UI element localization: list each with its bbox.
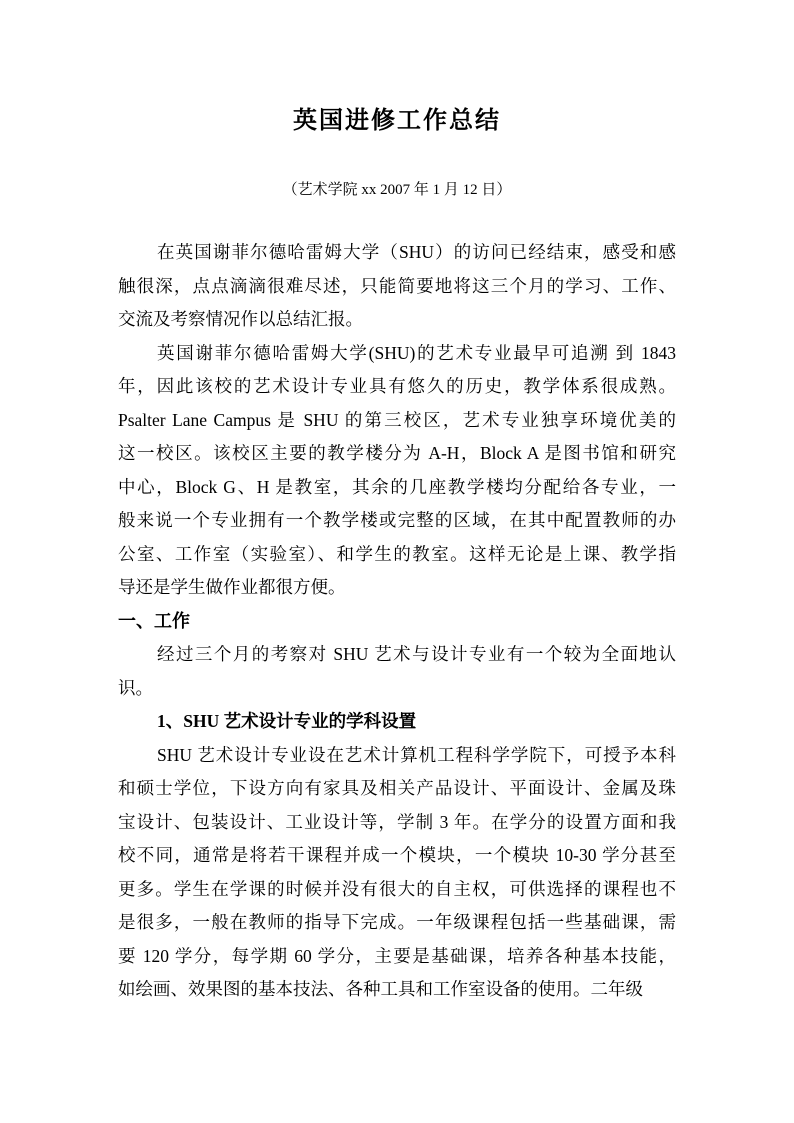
text-line: 如绘画、效果图的基本技法、各种工具和工作室设备的使用。二年级 [118,979,643,999]
text-line: Psalter Lane Campus 是 SHU 的第三校区，艺术专业独享环境优美的 [118,409,676,430]
paragraph [118,236,676,337]
text-line: 英国谢菲尔德哈雷姆大学(SHU)的艺术专业最早可追溯 到 1843 [157,342,676,363]
text-line: 年，因此该校的艺术设计专业具有悠久的历史，教学体系很成熟。 [118,376,676,396]
text-line: 是很多，一般在教师的指导下完成。一年级课程包括一些基础课，需 [118,912,676,932]
text-line: 中心，Block G、H 是教室，其余的几座教学楼均分配给各专业，一 [118,476,676,497]
paragraph [118,739,676,1007]
text-line: 校不同，通常是将若干课程并成一个模块，一个模块 10-30 学分甚至 [118,845,676,865]
text-line: 触很深，点点滴滴很难尽述，只能简要地将这三个月的学习、工作、 [118,275,676,296]
subsection-heading [118,705,676,739]
text-line: 识。 [118,677,153,698]
paragraph [118,638,676,705]
text-line: 公室、工作室（实验室）、和学生的教室。这样无论是上课、教学指 [118,543,676,564]
text-line: 1、SHU 艺术设计专业的学科设置 [157,711,417,731]
paragraph [118,337,676,605]
text-line: 这一校区。该校区主要的教学楼分为 A-H，Block A 是图书馆和研究 [118,443,676,463]
text-line: SHU 艺术设计专业设在艺术计算机工程科学学院下，可授予本科 [157,744,676,765]
text-line: 交流及考察情况作以总结汇报。 [118,309,363,329]
text-line: 般来说一个专业拥有一个教学楼或完整的区域，在其中配置教师的办 [118,510,676,530]
text-line: 宝设计、包装设计、工业设计等，学制 3 年。在学分的设置方面和我 [118,811,676,832]
text-line: 更多。学生在学课的时候并没有很大的自主权，可供选择的课程也不 [118,878,676,899]
document-body [118,236,676,1007]
text-line: 要 120 学分，每学期 60 学分，主要是基础课，培养各种基本技能， [118,945,676,966]
document-title: 英国进修工作总结 [293,108,501,134]
text-line: 一、工作 [118,610,190,631]
section-heading [118,605,676,639]
document-subtitle: （艺术学院 xx 2007 年 1 月 12 日） [282,182,512,198]
text-line: 经过三个月的考察对 SHU 艺术与设计专业有一个较为全面地认 [157,644,676,664]
text-line: 导还是学生做作业都很方便。 [118,577,346,597]
text-line: 和硕士学位，下设方向有家具及相关产品设计、平面设计、金属及珠 [118,778,676,798]
text-line: 在英国谢菲尔德哈雷姆大学（SHU）的访问已经结束，感受和感 [157,242,676,262]
